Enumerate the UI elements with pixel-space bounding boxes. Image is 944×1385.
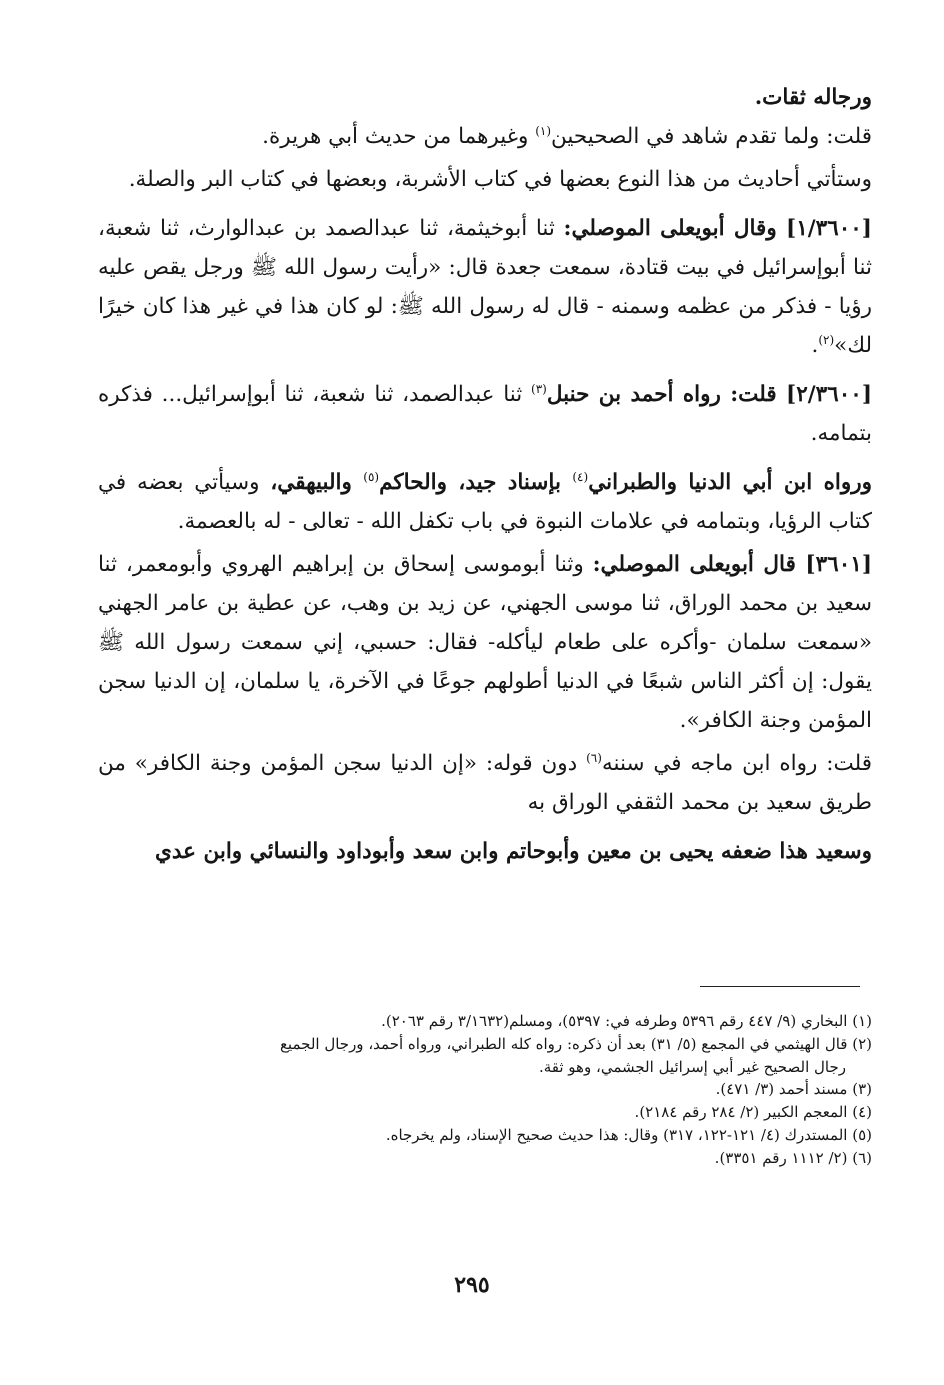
hadith-3601 xyxy=(98,545,872,740)
narrators-heading: ورواه ابن أبي الدنيا والطبراني xyxy=(588,470,872,495)
footnote-ref-6[interactable]: (٦) xyxy=(586,750,602,765)
hadith-text: ثنا أبوخيثمة، ثنا عبدالصمد بن عبدالوارث، ثنا شعبة، ثنا أبوإسرائيل في بيت قتادة، سمعت جعدة قال: «رأيت رسول الله ﷺ ورجل يقص عليه رؤيا - فذكر من عظمه وسمنه - قال له رسول الله ﷺ: لو كان هذا في غير هذا كان خيرًا لك» xyxy=(98,216,872,358)
footnote-ref-1[interactable]: (١) xyxy=(535,123,552,138)
paragraph-ibn-majah xyxy=(98,744,872,822)
text-span: بإسناد جيد، والحاكم xyxy=(379,470,573,495)
hadith-text: وثنا أبوموسى إسحاق بن إبراهيم الهروي وأبومعمر، ثنا سعيد بن محمد الوراق، ثنا موسى الجهني، عن زيد بن وهب، عن عطية بن عامر الجهني «سمعت سلمان -وأكره على طعام ليأكله- فقال: حسبي، إني سمعت رسول الله ﷺ يقول: إن أكثر الناس شبعًا في الدنيا أطولهم جوعًا في الآخرة، يا سلمان، إن الدنيا سجن المؤمن وجنة الكافر». xyxy=(98,552,872,733)
hadith-text: ثنا عبدالصمد، ثنا شعبة، ثنا أبوإسرائيل... فذكره بتمامه. xyxy=(98,382,872,446)
hadith-3600-1 xyxy=(98,209,872,365)
hadith-heading: [١/٣٦٠٠] وقال أبويعلى الموصلي: xyxy=(563,216,872,241)
footnote-6: (٦) (٢/ ١١١٢ رقم ٣٣٥١). xyxy=(714,1148,872,1167)
main-text xyxy=(98,78,872,871)
footnote-ref-3[interactable]: (٣) xyxy=(531,381,547,396)
paragraph-3: وستأتي أحاديث من هذا النوع بعضها في كتاب الأشربة، وبعضها في كتاب البر والصلة. xyxy=(128,167,872,192)
paragraph-1: ورجاله ثقات. xyxy=(754,85,872,110)
hadith-heading: [٢/٣٦٠٠] قلت: رواه أحمد بن حنبل xyxy=(546,382,872,407)
footnote-5: (٥) المستدرك (٤/ ١٢١-١٢٢، ٣١٧) وقال: هذا حديث صحيح الإسناد، ولم يخرجاه. xyxy=(385,1125,872,1144)
footnote-2-continued: رجال الصحيح غير أبي إسرائيل الجشمي، وهو ثقة. xyxy=(538,1057,846,1076)
footnote-divider xyxy=(700,986,860,987)
text-span: وغيرهما من حديث أبي هريرة. xyxy=(262,124,536,149)
text-span: . xyxy=(811,333,819,358)
text-span: والبيهقي، xyxy=(270,470,364,495)
footnotes xyxy=(98,1010,872,1170)
footnote-ref-4[interactable]: (٤) xyxy=(572,469,589,484)
paragraph-2 xyxy=(98,117,872,156)
footnote-2: (٢) قال الهيثمي في المجمع (٥/ ٣١) بعد أن ذكره: رواه كله الطبراني، ورواه أحمد، ورجال الجميع xyxy=(279,1034,872,1053)
hadith-heading: [٣٦٠١] قال أبويعلى الموصلي: xyxy=(592,552,872,577)
hadith-3600-2 xyxy=(98,375,872,453)
text-span: وسيأتي بعضه في كتاب الرؤيا، وبتمامه في علامات النبوة في باب تكفل الله - تعالى - له بالعصمة. xyxy=(98,470,872,534)
footnote-ref-2[interactable]: (٢) xyxy=(818,332,835,347)
text-span: دون قوله: «إن الدنيا سجن المؤمن وجنة الكافر» من طريق سعيد بن محمد الثقفي الوراق به xyxy=(98,751,872,815)
footnote-4: (٤) المعجم الكبير (٢/ ٢٨٤ رقم ٢١٨٤). xyxy=(634,1103,872,1122)
footnote-1: (١) البخاري (٩/ ٤٤٧ رقم ٥٣٩٦ وطرفه في: ٥٣٩٧)، ومسلم(٣/١٦٣٢ رقم ٢٠٦٣). xyxy=(381,1012,872,1030)
text-span: قلت: ولما تقدم شاهد في الصحيحين xyxy=(551,124,872,149)
paragraph-grading: وسعيد هذا ضعفه يحيى بن معين وأبوحاتم وابن سعد وأبوداود والنسائي وابن عدي xyxy=(155,839,872,864)
footnote-3: (٣) مسند أحمد (٣/ ٤٧١). xyxy=(715,1080,872,1099)
footnote-ref-5[interactable]: (٥) xyxy=(363,469,380,484)
text-span: قلت: رواه ابن ماجه في سننه xyxy=(601,751,872,776)
page-number: ٢٩٥ xyxy=(454,1272,490,1298)
paragraph-narrations xyxy=(98,463,872,541)
